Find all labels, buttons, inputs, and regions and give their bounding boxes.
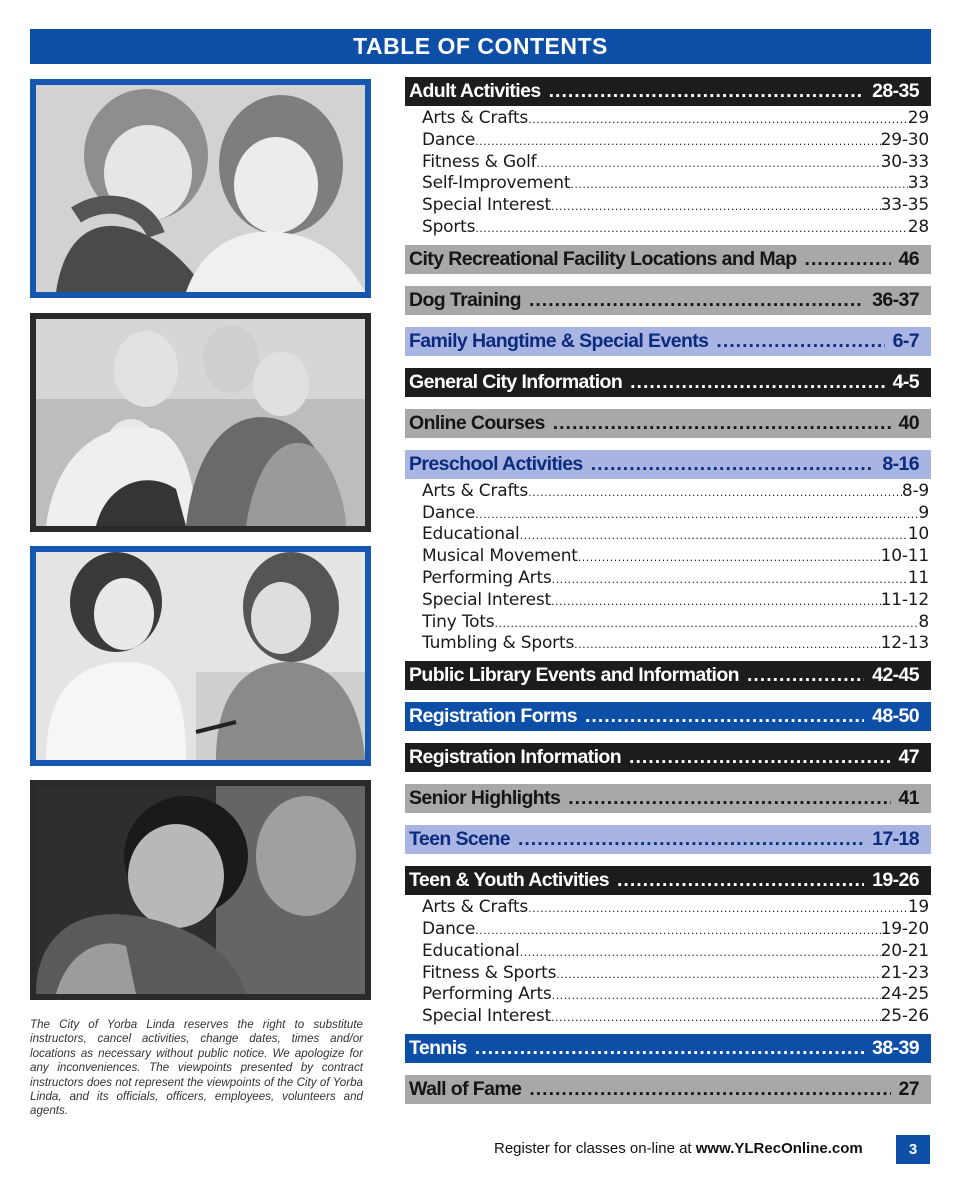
toc-item-pages: 10-11 [880,546,929,567]
toc-section-facility-locations[interactable] [405,245,931,274]
toc-leader [805,248,891,271]
toc-item-pages: 12-13 [880,633,929,654]
toc-section-title: General City Information [409,370,623,393]
toc-item[interactable] [422,546,929,568]
toc-item-pages: 25-26 [880,1006,929,1027]
toc-section-title: Preschool Activities [409,452,583,475]
toc-section-title: Registration Information [409,746,622,769]
toc-item[interactable] [422,481,929,503]
toc-subsection-list [405,479,931,661]
toc-section-pages: 47 [898,746,919,769]
toc-item-pages: 9 [918,502,929,523]
toc-leader [617,869,864,892]
toc-section-teen-youth[interactable] [405,866,931,895]
disclaimer-text: The City of Yorba Linda reserves the right to substitute instructors, cancel activities, change dates, times and/or locations as necessary without public notice. We apologize for any inconveniences. The viewpoints presented by contract instructors does not represent the viewpoints of the City of Yorba Linda, and its officials, officers, employees, volunteers and agents. [30,1018,363,1118]
toc-section-title: Teen Scene [409,828,510,851]
toc-section-title: Online Courses [409,411,545,434]
toc-section-title: Registration Forms [409,705,577,728]
toc-leader [536,157,880,170]
toc-section-family-hangtime[interactable] [405,327,931,356]
toc-leader [549,80,865,103]
photo-mother-daughter [30,79,371,298]
toc-item[interactable] [422,568,929,590]
toc-item-pages: 10 [907,524,929,545]
toc-subsection-list [405,106,931,245]
toc-section-title: Dog Training [409,288,521,311]
toc-item-title: Special Interest [422,1006,551,1027]
toc-section-pages: 8-16 [882,452,919,475]
footer-register-line [494,1140,863,1157]
toc-leader [475,924,881,937]
toc-section-title: Public Library Events and Information [409,664,739,687]
toc-item-pages: 33-35 [880,195,929,216]
toc-item-title: Educational [422,940,520,961]
photo-two-women [30,546,371,766]
toc-item[interactable] [422,590,929,612]
toc-section-title: Teen & Youth Activities [409,869,610,892]
toc-item-title: Tiny Tots [422,611,495,632]
toc-item-title: Dance [422,502,476,523]
toc-item-pages: 33 [907,173,929,194]
toc-section-title: Wall of Fame [409,1077,522,1100]
table-of-contents [405,77,931,1104]
toc-item[interactable] [422,217,929,239]
toc-leader [552,989,881,1002]
toc-section-title: Adult Activities [409,80,541,102]
toc-leader [556,968,880,981]
toc-leader [551,595,881,608]
toc-leader [529,1078,890,1101]
toc-item-pages: 29-30 [880,129,929,150]
toc-item[interactable] [422,152,929,174]
toc-item-pages: 24-25 [880,984,929,1005]
toc-item-title: Performing Arts [422,984,552,1005]
toc-item[interactable] [422,195,929,217]
toc-item-pages: 20-21 [880,940,929,961]
toc-item-title: Self-Improvement [422,173,571,194]
toc-leader [585,705,864,728]
toc-section-adult-activities[interactable] [405,77,931,106]
toc-leader [578,551,881,564]
toc-item[interactable] [422,941,929,963]
toc-section-title: City Recreational Facility Locations and Map [409,247,797,270]
toc-item-title: Dance [422,129,476,150]
toc-section-online-courses[interactable] [405,409,931,438]
toc-item-title: Arts & Crafts [422,480,529,501]
toc-section-title: Senior Highlights [409,787,561,810]
toc-leader [475,508,918,521]
toc-section-teen-scene[interactable] [405,825,931,854]
toc-title-banner: TABLE OF CONTENTS [30,29,931,64]
toc-section-pages: 6-7 [892,329,919,352]
toc-section-pages: 17-18 [872,828,919,851]
toc-item-title: Musical Movement [422,546,578,567]
toc-section-preschool[interactable] [405,450,931,479]
toc-item[interactable] [422,108,929,130]
toc-leader [520,529,908,542]
toc-section-pages: 48-50 [872,705,919,728]
toc-section-title: Family Hangtime & Special Events [409,329,709,352]
toc-section-pages: 28-35 [872,80,919,102]
toc-item[interactable] [422,1006,929,1028]
toc-section-pages: 36-37 [872,288,919,311]
toc-leader [494,617,918,630]
toc-section-dog-training[interactable] [405,286,931,315]
toc-item-pages: 19 [907,897,929,918]
toc-item[interactable] [422,633,929,655]
toc-section-wall-of-fame[interactable] [405,1075,931,1104]
toc-item[interactable] [422,130,929,152]
toc-leader [747,664,864,687]
toc-item-title: Tumbling & Sports [422,633,575,654]
toc-item-pages: 21-23 [880,962,929,983]
toc-section-pages: 4-5 [892,370,919,393]
toc-subsection-list [405,895,931,1034]
photo-smiling-boy [30,780,371,1000]
toc-item-title: Sports [422,216,476,237]
toc-section-pages: 19-26 [872,869,919,892]
toc-leader [528,902,908,915]
toc-leader [475,1037,864,1060]
toc-item[interactable] [422,984,929,1006]
toc-section-registration-forms[interactable] [405,702,931,731]
toc-item[interactable] [422,919,929,941]
toc-item-pages: 8 [918,611,929,632]
toc-item-pages: 29 [907,108,929,128]
toc-item-pages: 19-20 [880,918,929,939]
toc-item-title: Arts & Crafts [422,108,529,128]
toc-leader [629,746,890,769]
toc-leader [591,453,875,476]
toc-leader [475,135,881,148]
toc-section-senior-highlights[interactable] [405,784,931,813]
toc-item-title: Dance [422,918,476,939]
toc-item-pages: 11 [907,567,929,588]
toc-item-pages: 28 [907,216,929,237]
toc-item[interactable] [422,963,929,985]
toc-leader [551,200,881,213]
footer-text: Register for classes on-line at [494,1140,692,1157]
toc-section-public-library[interactable] [405,661,931,690]
page-number-badge: 3 [896,1135,930,1164]
toc-section-general-info[interactable] [405,368,931,397]
photo-family [30,313,371,532]
footer-url-link[interactable]: www.YLRecOnline.com [695,1140,863,1157]
toc-item-pages: 8-9 [901,480,929,501]
toc-leader [528,113,908,126]
toc-item-title: Fitness & Sports [422,962,557,983]
toc-section-pages: 42-45 [872,664,919,687]
toc-item[interactable] [422,612,929,634]
toc-section-pages: 41 [898,787,919,810]
toc-section-tennis[interactable] [405,1034,931,1063]
toc-item-pages: 30-33 [880,151,929,172]
toc-item-title: Educational [422,524,520,545]
toc-section-pages: 40 [898,411,919,434]
toc-leader [475,222,907,235]
toc-leader [568,787,890,810]
toc-item-title: Performing Arts [422,567,552,588]
toc-section-pages: 38-39 [872,1036,919,1059]
toc-section-title: Tennis [409,1036,467,1059]
toc-item[interactable] [422,897,929,919]
toc-leader [520,946,881,959]
toc-item-title: Fitness & Golf [422,151,537,172]
toc-leader [630,371,884,394]
toc-leader [553,412,891,435]
toc-item[interactable] [422,524,929,546]
toc-item[interactable] [422,173,929,195]
toc-item-title: Arts & Crafts [422,897,529,918]
toc-leader [552,573,908,586]
toc-item-title: Special Interest [422,195,551,216]
toc-leader [716,330,884,353]
toc-leader [570,178,907,191]
toc-leader [529,289,864,312]
toc-leader [574,638,880,651]
toc-item-pages: 11-12 [880,589,929,610]
toc-section-pages: 27 [898,1077,919,1100]
toc-section-pages: 46 [898,247,919,270]
toc-leader [551,1011,881,1024]
toc-leader [518,828,864,851]
toc-leader [528,486,902,499]
toc-item-title: Special Interest [422,589,551,610]
toc-section-registration-info[interactable] [405,743,931,772]
toc-item[interactable] [422,503,929,525]
